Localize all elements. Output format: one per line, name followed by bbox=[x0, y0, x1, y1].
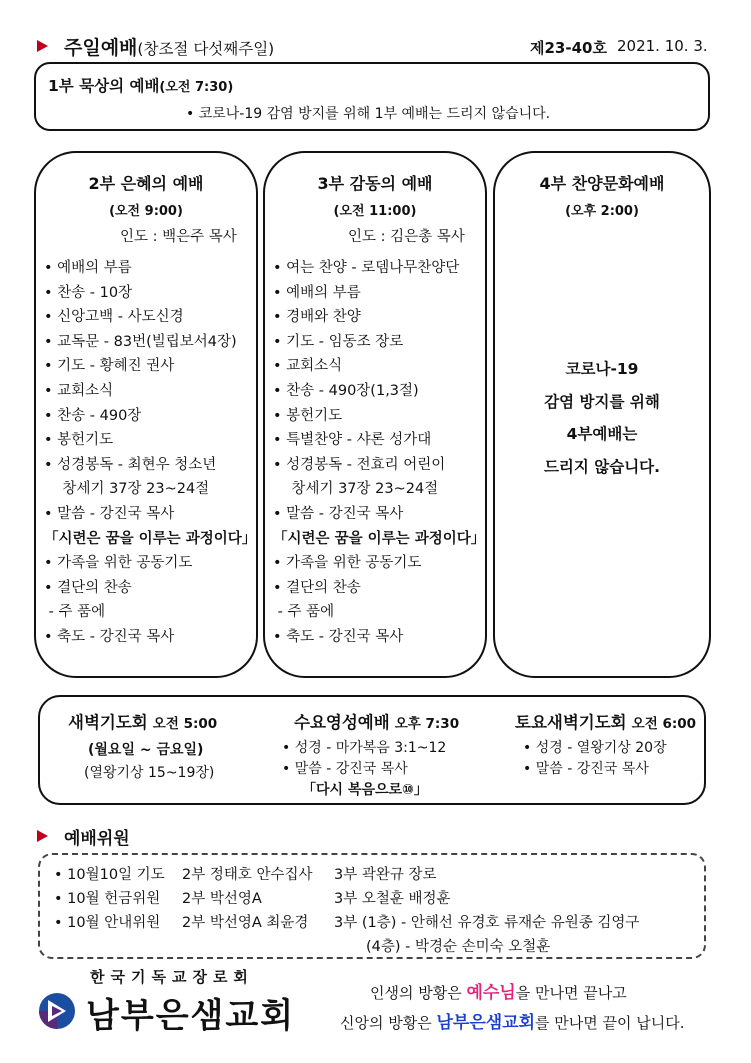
saturday-line-1: • 성경 - 열왕기상 20장 bbox=[523, 740, 667, 756]
committee-row-2-p2: 2부 박선영A bbox=[182, 891, 262, 907]
order-item: • 찬송 - 490장 bbox=[44, 407, 142, 424]
service4-message-line: 드리지 않습니다. bbox=[543, 457, 661, 476]
saturday-heading bbox=[515, 709, 696, 733]
order-item: • 찬송 - 490장(1,3절) bbox=[273, 382, 419, 399]
wednesday-heading bbox=[294, 709, 459, 733]
order-item: 창세기 37장 23~24절 bbox=[273, 481, 439, 498]
service2-order-list bbox=[44, 256, 256, 650]
wednesday-sermon: 「다시 복음으로⑩」 bbox=[302, 782, 428, 798]
slogan-line-2 bbox=[340, 1008, 685, 1033]
wednesday-title: 수요영성예배 bbox=[294, 713, 390, 732]
service3-title: 3부 감동의 예배 bbox=[317, 174, 433, 193]
service4-time: (오후 2:00) bbox=[565, 204, 639, 219]
service2-time: (오전 9:00) bbox=[109, 204, 183, 219]
committee-heading: 예배위원 bbox=[64, 829, 130, 849]
service2-leader: 인도 : 백은주 목사 bbox=[120, 229, 237, 245]
slogan-2-pre: 신앙의 방황은 bbox=[340, 1014, 437, 1032]
section-marker-icon bbox=[37, 830, 48, 842]
service4-box bbox=[493, 151, 711, 678]
service1-note: • 코로나-19 감염 방지를 위해 1부 예배는 드리지 않습니다. bbox=[186, 106, 551, 122]
page-title bbox=[64, 33, 274, 60]
order-item: 창세기 37장 23~24절 bbox=[44, 481, 210, 498]
service2-title: 2부 은혜의 예배 bbox=[88, 174, 204, 193]
order-item: • 말씀 - 강진국 목사 bbox=[44, 505, 175, 522]
saturday-time: 오전 6:00 bbox=[631, 716, 697, 732]
dawn-text: (열왕기상 15~19장) bbox=[84, 765, 215, 781]
order-item: • 성경봉독 - 최현우 청소년 bbox=[44, 456, 217, 473]
order-item: 「시련은 꿈을 이루는 과정이다」 bbox=[44, 530, 257, 547]
dawn-days: (월요일 ~ 금요일) bbox=[88, 742, 204, 758]
denomination-name: 한국기독교장로회 bbox=[90, 968, 254, 986]
dawn-time: 오전 5:00 bbox=[152, 716, 218, 732]
service4-message-line: 코로나-19 bbox=[565, 360, 639, 378]
service2-box bbox=[34, 151, 258, 678]
service3-time: (오전 11:00) bbox=[333, 204, 417, 219]
order-item: • 가족을 위한 공동기도 bbox=[44, 555, 193, 572]
worship-subtitle: (창조절 다섯째주일) bbox=[137, 40, 275, 58]
service3-leader: 인도 : 김은총 목사 bbox=[348, 229, 465, 245]
church-logo-icon bbox=[38, 992, 76, 1030]
weekday-box bbox=[38, 695, 706, 805]
order-item: • 봉헌기도 bbox=[44, 432, 114, 449]
service4-message-line: 4부예배는 bbox=[566, 425, 638, 443]
order-item: • 봉헌기도 bbox=[273, 407, 343, 424]
slogan-2-post: 를 만나면 끝이 납니다. bbox=[535, 1014, 685, 1032]
dawn-heading bbox=[68, 709, 217, 733]
issue-date: 2021. 10. 3. bbox=[617, 37, 708, 55]
committee-row-3-p3: 3부 (1층) - 안해선 유경호 류재순 유원종 김영구 bbox=[334, 915, 640, 931]
service4-message-line: 감염 방지를 위해 bbox=[544, 392, 660, 411]
order-item: • 경배와 찬양 bbox=[273, 309, 361, 326]
committee-box bbox=[38, 853, 706, 959]
service1-title: 1부 묵상의 예배 bbox=[48, 77, 160, 95]
order-item: • 가족을 위한 공동기도 bbox=[273, 555, 422, 572]
order-item: - 주 품에 bbox=[44, 604, 106, 621]
worship-title: 주일예배 bbox=[64, 37, 138, 59]
service4-title: 4부 찬양문화예배 bbox=[539, 174, 665, 193]
order-item: • 특별찬양 - 샤론 성가대 bbox=[273, 432, 432, 449]
order-item: 「시련은 꿈을 이루는 과정이다」 bbox=[273, 530, 486, 547]
service4-message bbox=[495, 353, 709, 483]
order-item: • 결단의 찬송 bbox=[273, 579, 361, 596]
saturday-line-2: • 말씀 - 강진국 목사 bbox=[523, 761, 649, 777]
church-name: 남부은샘교회 bbox=[86, 996, 296, 1036]
committee-extra-line: (4층) - 박경순 손미숙 오철훈 bbox=[366, 939, 551, 955]
section-marker-icon bbox=[37, 40, 48, 52]
order-item: • 교회소식 bbox=[44, 382, 114, 399]
service3-box bbox=[263, 151, 487, 678]
committee-row-3-p2: 2부 박선영A 최윤경 bbox=[182, 915, 309, 931]
order-item: • 성경봉독 - 전효리 어린이 bbox=[273, 456, 446, 473]
slogan-1-post: 을 만나면 끝나고 bbox=[515, 984, 627, 1002]
order-item: • 교회소식 bbox=[273, 358, 343, 375]
service1-heading bbox=[48, 74, 233, 96]
committee-row-2-label: • 10월 헌금위원 bbox=[54, 891, 161, 907]
slogan-2-highlight: 남부은샘교회 bbox=[436, 1013, 536, 1033]
service1-time: (오전 7:30) bbox=[159, 80, 234, 95]
committee-row-1-p3: 3부 곽완규 장로 bbox=[334, 867, 437, 883]
slogan-1-pre: 인생의 방황은 bbox=[370, 984, 467, 1002]
wednesday-line-2: • 말씀 - 강진국 목사 bbox=[282, 761, 408, 777]
service3-order-list bbox=[273, 256, 485, 650]
order-item: • 교독문 - 83번(빌립보서4장) bbox=[44, 333, 237, 350]
service1-box bbox=[34, 62, 710, 131]
order-item: • 신앙고백 - 사도신경 bbox=[44, 309, 184, 326]
committee-row-3-label: • 10월 안내위원 bbox=[54, 915, 161, 931]
order-item: - 주 품에 bbox=[273, 604, 335, 621]
order-item: • 기도 - 임동조 장로 bbox=[273, 333, 404, 350]
committee-row-2-p3: 3부 오철훈 배정훈 bbox=[334, 891, 451, 907]
order-item: • 예배의 부름 bbox=[44, 260, 132, 276]
order-item: • 말씀 - 강진국 목사 bbox=[273, 505, 404, 522]
slogan-1-highlight: 예수님 bbox=[466, 983, 516, 1003]
wednesday-time: 오후 7:30 bbox=[394, 716, 460, 732]
slogan-line-1 bbox=[370, 978, 627, 1003]
committee-row-1-p2: 2부 정태호 안수집사 bbox=[182, 867, 313, 883]
order-item: • 축도 - 강진국 목사 bbox=[44, 628, 175, 645]
order-item: • 예배의 부름 bbox=[273, 284, 361, 301]
saturday-title: 토요새벽기도회 bbox=[515, 713, 627, 732]
issue-number: 제23-40호 bbox=[530, 39, 607, 57]
order-item: • 축도 - 강진국 목사 bbox=[273, 628, 404, 645]
order-item: • 기도 - 황혜진 권사 bbox=[44, 358, 175, 375]
order-item: • 결단의 찬송 bbox=[44, 579, 132, 596]
committee-row-1-label: • 10월10일 기도 bbox=[54, 867, 165, 883]
order-item: • 여는 찬양 - 로뎀나무찬양단 bbox=[273, 260, 460, 276]
wednesday-line-1: • 성경 - 마가복음 3:1~12 bbox=[282, 740, 447, 756]
dawn-title: 새벽기도회 bbox=[68, 713, 148, 732]
order-item: • 찬송 - 10장 bbox=[44, 284, 133, 301]
